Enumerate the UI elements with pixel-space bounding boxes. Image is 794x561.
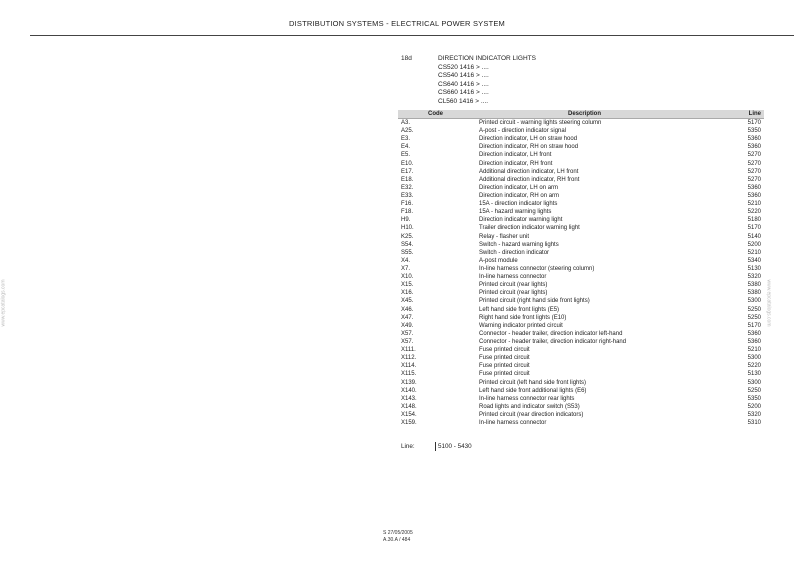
row-description: Printed circuit (rear lights) xyxy=(479,290,548,297)
table-row xyxy=(398,151,764,159)
model-item: CS520 1416 > .... xyxy=(438,63,489,71)
table-row xyxy=(398,273,764,281)
row-line: 5270 xyxy=(747,152,761,159)
row-line: 5140 xyxy=(747,233,761,240)
page-header-title: DISTRIBUTION SYSTEMS - ELECTRICAL POWER SYSTEM xyxy=(288,19,506,28)
header-divider xyxy=(30,35,794,36)
section-title: DIRECTION INDICATOR LIGHTS xyxy=(438,55,536,62)
table-row xyxy=(398,346,764,354)
row-code: X114. xyxy=(401,363,417,370)
row-code: E4. xyxy=(401,144,411,151)
table-row xyxy=(398,297,764,305)
row-line: 5360 xyxy=(747,184,761,191)
row-description: Trailer direction indicator warning light xyxy=(479,225,580,232)
model-item: CS660 1416 > .... xyxy=(438,89,489,97)
row-description: Connector - header trailer, direction indicator left-hand xyxy=(479,330,623,337)
row-code: K25. xyxy=(401,233,414,240)
table-row xyxy=(398,265,764,273)
row-code: X57. xyxy=(401,338,414,345)
row-line: 5170 xyxy=(747,322,761,329)
line-range-label: Line: xyxy=(401,443,415,450)
table-row xyxy=(398,403,764,411)
row-code: H9. xyxy=(401,217,411,224)
row-description: In-line harness connector xyxy=(479,420,547,427)
section-code: 18d xyxy=(401,55,412,62)
row-description: Direction indicator, LH front xyxy=(479,152,552,159)
row-description: Switch - hazard warning lights xyxy=(479,241,559,248)
table-row xyxy=(398,411,764,419)
row-line: 5350 xyxy=(747,128,761,135)
table-row xyxy=(398,354,764,362)
row-line: 5210 xyxy=(747,249,761,256)
row-code: S55. xyxy=(401,249,414,256)
table-row xyxy=(398,168,764,176)
row-code: F18. xyxy=(401,209,414,216)
row-description: Fuse printed circuit xyxy=(479,371,530,378)
table-row xyxy=(398,127,764,135)
row-description: Direction indicator, RH on arm xyxy=(479,192,560,199)
header-line: Line xyxy=(748,111,761,117)
table-row xyxy=(398,176,764,184)
table-row xyxy=(398,322,764,330)
row-description: A-post - direction indicator signal xyxy=(479,128,567,135)
row-description: Warning indicator printed circuit xyxy=(479,322,563,329)
row-line: 5300 xyxy=(747,298,761,305)
row-line: 5200 xyxy=(747,241,761,248)
row-line: 5350 xyxy=(747,395,761,402)
table-row xyxy=(398,249,764,257)
row-line: 5320 xyxy=(747,411,761,418)
row-line: 5380 xyxy=(747,282,761,289)
row-line: 5130 xyxy=(747,371,761,378)
row-code: X15. xyxy=(401,282,414,289)
component-table xyxy=(398,110,764,427)
table-row xyxy=(398,289,764,297)
row-description: 15A - direction indicator lights xyxy=(479,201,558,208)
row-description: Direction indicator, LH on straw hood xyxy=(479,136,578,143)
row-description: Connector - header trailer, direction indicator right-hand xyxy=(479,338,627,345)
row-code: X111. xyxy=(401,347,416,354)
row-line: 5220 xyxy=(747,363,761,370)
row-line: 5270 xyxy=(747,160,761,167)
table-row xyxy=(398,224,764,232)
row-code: E5. xyxy=(401,152,411,159)
section-body xyxy=(438,55,638,107)
model-list xyxy=(438,64,638,107)
footer-page: A.30.A / 484 xyxy=(383,536,411,543)
row-description: Direction indicator, RH on straw hood xyxy=(479,144,579,151)
row-description: Fuse printed circuit xyxy=(479,355,530,362)
row-code: X143. xyxy=(401,395,417,402)
row-line: 5250 xyxy=(747,387,761,394)
row-code: H10. xyxy=(401,225,414,232)
table-row xyxy=(398,306,764,314)
row-description: In-line harness connector rear lights xyxy=(479,395,575,402)
row-description: Right hand side front lights (E10) xyxy=(479,314,567,321)
row-line: 5360 xyxy=(747,192,761,199)
row-line: 5250 xyxy=(747,306,761,313)
row-description: Road lights and indicator switch (S53) xyxy=(479,403,580,410)
row-code: X159. xyxy=(401,420,417,427)
row-description: Relay - flasher unit xyxy=(479,233,530,240)
row-description: Switch - direction indicator xyxy=(479,249,550,256)
row-description: Left hand side front additional lights (E6) xyxy=(479,387,587,394)
row-code: X148. xyxy=(401,403,417,410)
table-row xyxy=(398,208,764,216)
row-line: 5270 xyxy=(747,168,761,175)
row-code: X4. xyxy=(401,257,411,264)
row-code: X45. xyxy=(401,298,414,305)
table-row xyxy=(398,184,764,192)
model-item: CL560 1416 > .... xyxy=(438,97,489,105)
row-code: X57. xyxy=(401,330,414,337)
row-description: In-line harness connector xyxy=(479,274,547,281)
table-row xyxy=(398,200,764,208)
row-line: 5210 xyxy=(747,201,761,208)
row-description: In-line harness connector (steering column) xyxy=(479,265,595,272)
row-code: X154. xyxy=(401,411,417,418)
row-line: 5360 xyxy=(747,330,761,337)
row-line: 5320 xyxy=(747,274,761,281)
row-description: Direction indicator warning light xyxy=(479,217,563,224)
row-description: Printed circuit (left hand side front lights) xyxy=(479,379,587,386)
table-row xyxy=(398,192,764,200)
row-line: 5270 xyxy=(747,176,761,183)
row-code: X46. xyxy=(401,306,414,313)
row-code: X112. xyxy=(401,355,417,362)
table-row xyxy=(398,338,764,346)
table-row xyxy=(398,160,764,168)
row-line: 5180 xyxy=(747,217,761,224)
row-code: X16. xyxy=(401,290,414,297)
table-row xyxy=(398,233,764,241)
row-code: E33. xyxy=(401,192,414,199)
row-code: E32. xyxy=(401,184,414,191)
row-description: Printed circuit (rear lights) xyxy=(479,282,548,289)
row-description: Direction indicator, LH on arm xyxy=(479,184,559,191)
model-item: CS540 1416 > .... xyxy=(438,72,489,80)
row-description: Printed circuit (rear direction indicators) xyxy=(479,411,584,418)
page-footer xyxy=(383,530,413,543)
row-line: 5310 xyxy=(747,420,761,427)
table-row xyxy=(398,216,764,224)
footer-date: S 27/05/2005 xyxy=(383,530,413,536)
row-line: 5130 xyxy=(747,265,761,272)
row-line: 5220 xyxy=(747,209,761,216)
table-row xyxy=(398,241,764,249)
row-line: 5200 xyxy=(747,403,761,410)
row-description: A-post module xyxy=(479,257,518,264)
row-description: Direction indicator, RH front xyxy=(479,160,553,167)
row-code: E3. xyxy=(401,136,411,143)
table-row xyxy=(398,257,764,265)
table-header xyxy=(398,110,764,119)
table-row xyxy=(398,330,764,338)
row-code: A3. xyxy=(401,120,411,126)
table-row xyxy=(398,362,764,370)
row-line: 5210 xyxy=(747,347,761,354)
table-row xyxy=(398,387,764,395)
row-line: 5300 xyxy=(747,379,761,386)
row-line: 5380 xyxy=(747,290,761,297)
table-row xyxy=(398,395,764,403)
table-row xyxy=(398,419,764,427)
row-code: E17. xyxy=(401,168,414,175)
row-description: Left hand side front lights (E5) xyxy=(479,306,560,313)
side-watermark-right: www.epcatalogs.com xyxy=(765,279,772,327)
table-row xyxy=(398,281,764,289)
row-description: 15A - hazard warning lights xyxy=(479,209,552,216)
table-row xyxy=(398,135,764,143)
row-line: 5170 xyxy=(747,225,761,232)
row-description: Additional direction indicator, RH front xyxy=(479,176,580,183)
row-code: X140. xyxy=(401,387,417,394)
row-line: 5300 xyxy=(747,355,761,362)
table-row xyxy=(398,370,764,378)
table-row xyxy=(398,119,764,127)
row-code: X7. xyxy=(401,265,411,272)
row-description: Additional direction indicator, LH front xyxy=(479,168,579,175)
row-line: 5360 xyxy=(747,136,761,143)
model-item: CS640 1416 > .... xyxy=(438,80,489,88)
row-code: X10. xyxy=(401,274,414,281)
row-code: F16. xyxy=(401,201,414,208)
row-description: Fuse printed circuit xyxy=(479,363,530,370)
row-code: E10. xyxy=(401,160,414,167)
row-code: E18. xyxy=(401,176,414,183)
row-description: Fuse printed circuit xyxy=(479,347,530,354)
row-line: 5340 xyxy=(747,257,761,264)
table-row xyxy=(398,143,764,151)
row-code: X49. xyxy=(401,322,414,329)
side-watermark-left: www.epcatalogs.com xyxy=(0,279,7,327)
row-code: X139. xyxy=(401,379,417,386)
header-code: Code xyxy=(428,111,443,117)
row-line: 5250 xyxy=(747,314,761,321)
table-row xyxy=(398,314,764,322)
row-description: Printed circuit (right hand side front lights) xyxy=(479,298,590,305)
row-code: X115. xyxy=(401,371,417,378)
row-line: 5170 xyxy=(747,120,761,126)
row-code: A25. xyxy=(401,128,414,135)
table-body xyxy=(398,119,764,427)
row-code: X47. xyxy=(401,314,414,321)
row-line: 5360 xyxy=(747,144,761,151)
row-code: S54. xyxy=(401,241,414,248)
row-description: Printed circuit - warning lights steering column xyxy=(479,120,602,126)
line-range-value: 5100 - 5430 xyxy=(435,442,472,451)
header-description: Description xyxy=(568,111,602,117)
row-line: 5360 xyxy=(747,338,761,345)
table-row xyxy=(398,379,764,387)
